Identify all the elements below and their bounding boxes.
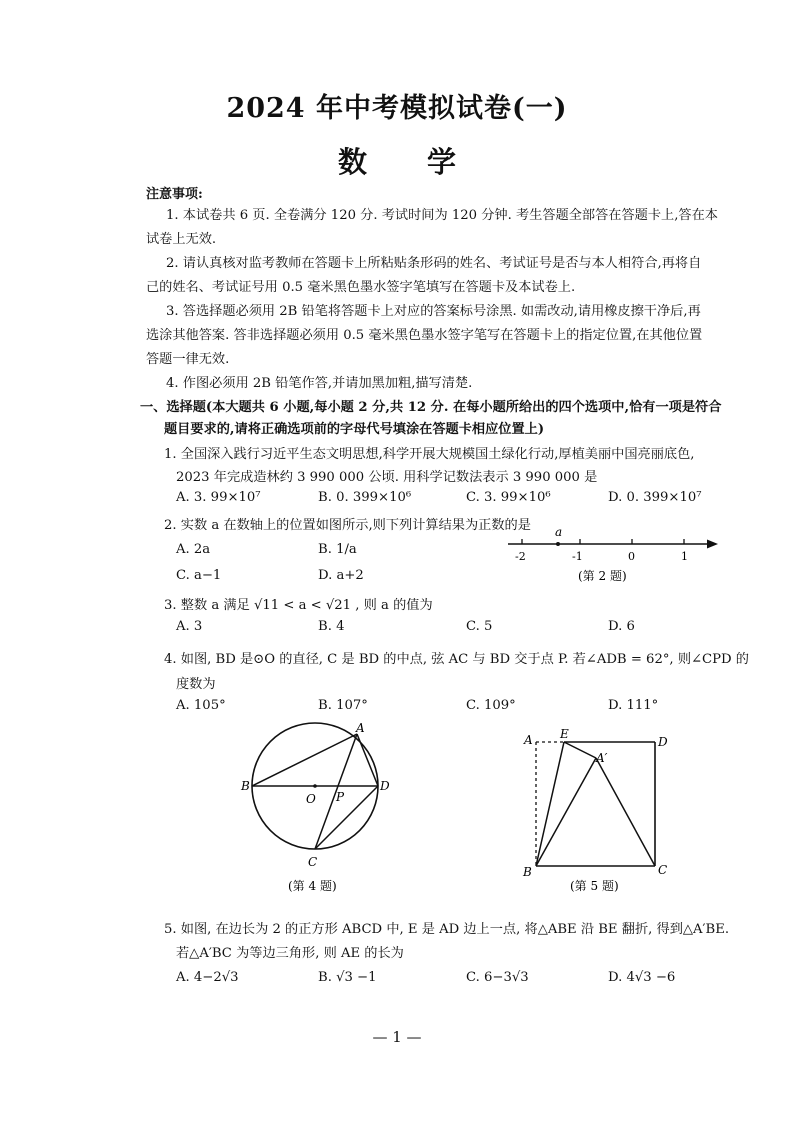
label-c: C bbox=[658, 863, 668, 877]
q4-stem-line-1: 4. 如图, BD 是⊙O 的直径, C 是 BD 的中点, 弦 AC 与 BD 交于点 P. 若∠ADB = 62°, 则∠CPD 的 bbox=[164, 652, 749, 667]
tick-label-one: 1 bbox=[681, 550, 688, 563]
q2-option-c: C. a−1 bbox=[176, 568, 222, 583]
label-d: D bbox=[380, 779, 390, 793]
q5-square-figure bbox=[516, 726, 676, 898]
segment-ea-prime bbox=[564, 742, 596, 758]
q4-option-a: A. 105° bbox=[176, 698, 226, 713]
q5-option-b: B. √3 −1 bbox=[318, 970, 377, 985]
q2-option-a: A. 2a bbox=[176, 542, 211, 557]
q3-option-b: B. 4 bbox=[318, 619, 345, 634]
label-a-prime: A′ bbox=[596, 751, 608, 765]
exam-title: 2024 年中考模拟试卷(一) bbox=[226, 93, 568, 124]
q4-option-d: D. 111° bbox=[608, 698, 659, 713]
note-line-6: 选涂其他答案. 答非选择题必须用 0.5 毫米黑色墨水签字笔写在答题卡上的指定位置,在其他位置 bbox=[146, 328, 703, 343]
q3-stem: 3. 整数 a 满足 √11 < a < √21 , 则 a 的值为 bbox=[164, 598, 433, 613]
q3-option-a: A. 3 bbox=[176, 619, 203, 634]
number-line-arrow bbox=[707, 540, 718, 549]
label-e: E bbox=[560, 727, 569, 741]
q3-option-c: C. 5 bbox=[466, 619, 493, 634]
point-a-label: a bbox=[555, 525, 563, 539]
label-p: P bbox=[336, 790, 345, 804]
q5-option-d: D. 4√3 −6 bbox=[608, 970, 676, 985]
note-line-3: 2. 请认真核对监考教师在答题卡上所粘贴条形码的姓名、考试证号是否与本人相符合,再将自 bbox=[166, 256, 702, 271]
tick-label-minus-2: -2 bbox=[515, 550, 526, 563]
q1-stem-line-1: 1. 全国深入践行习近平生态文明思想,科学开展大规模国土绿化行动,厚植美丽中国亮丽底色, bbox=[164, 447, 695, 462]
q4-circle-figure bbox=[236, 714, 406, 900]
note-line-1: 1. 本试卷共 6 页. 全卷满分 120 分. 考试时间为 120 分钟. 考生答题全部答在答题卡上,答在本 bbox=[166, 208, 718, 223]
q2-option-d: D. a+2 bbox=[318, 568, 364, 583]
q1-option-d: D. 0. 399×10⁷ bbox=[608, 490, 702, 505]
notes-heading: 注意事项: bbox=[146, 187, 203, 202]
q1-option-b: B. 0. 399×10⁶ bbox=[318, 490, 412, 505]
note-line-5: 3. 答选择题必须用 2B 铅笔将答题卡上对应的答案标号涂黑. 如需改动,请用橡皮擦干净后,再 bbox=[166, 304, 701, 319]
label-a: A bbox=[356, 721, 365, 735]
subject-title: 数学 bbox=[337, 145, 516, 179]
q5-caption: (第 5 题) bbox=[570, 879, 619, 893]
tick-label-minus-1: -1 bbox=[572, 550, 583, 563]
q3-option-d: D. 6 bbox=[608, 619, 635, 634]
q4-option-c: C. 109° bbox=[466, 698, 516, 713]
label-c: C bbox=[308, 855, 318, 869]
q2-option-b: B. 1/a bbox=[318, 542, 357, 557]
point-a bbox=[556, 542, 560, 546]
segment-a-prime-c bbox=[596, 758, 655, 866]
q4-option-b: B. 107° bbox=[318, 698, 368, 713]
label-b: B bbox=[523, 865, 532, 879]
chord-cd bbox=[315, 786, 378, 849]
center-point bbox=[313, 784, 317, 788]
fold-line-be bbox=[536, 742, 564, 866]
note-line-7: 答题一律无效. bbox=[146, 352, 230, 367]
page-number: — 1 — bbox=[372, 1028, 422, 1046]
note-line-8: 4. 作图必须用 2B 铅笔作答,并请加黑加粗,描写清楚. bbox=[166, 376, 473, 391]
chord-ad bbox=[357, 734, 378, 786]
q4-stem-line-2: 度数为 bbox=[176, 677, 216, 692]
label-b: B bbox=[241, 779, 250, 793]
q2-caption: (第 2 题) bbox=[578, 569, 627, 583]
q1-stem-line-2: 2023 年完成造林约 3 990 000 公顷. 用科学记数法表示 3 990 000 是 bbox=[176, 470, 598, 485]
segment-ba-prime bbox=[536, 758, 596, 866]
label-d: D bbox=[658, 735, 668, 749]
q2-number-line-figure bbox=[500, 524, 730, 586]
section-heading-line-1: 一、选择题(本大题共 6 小题,每小题 2 分,共 12 分. 在每小题所给出的四个选项中,恰有一项是符合 bbox=[140, 400, 722, 415]
q5-option-c: C. 6−3√3 bbox=[466, 970, 529, 985]
q5-option-a: A. 4−2√3 bbox=[176, 970, 239, 985]
note-line-4: 己的姓名、考试证号用 0.5 毫米黑色墨水签字笔填写在答题卡及本试卷上. bbox=[146, 280, 576, 295]
label-o: O bbox=[306, 792, 316, 806]
q2-stem: 2. 实数 a 在数轴上的位置如图所示,则下列计算结果为正数的是 bbox=[164, 518, 531, 533]
q5-stem-line-2: 若△A′BC 为等边三角形, 则 AE 的长为 bbox=[176, 946, 404, 961]
q4-caption: (第 4 题) bbox=[288, 879, 337, 893]
label-a: A bbox=[524, 733, 533, 747]
section-heading-line-2: 题目要求的,请将正确选项前的字母代号填涂在答题卡相应位置上) bbox=[164, 422, 545, 437]
q1-option-a: A. 3. 99×10⁷ bbox=[176, 490, 261, 505]
note-line-2: 试卷上无效. bbox=[146, 232, 217, 247]
tick-label-zero: 0 bbox=[628, 550, 635, 563]
q5-stem-line-1: 5. 如图, 在边长为 2 的正方形 ABCD 中, E 是 AD 边上一点, 将△ABE 沿 BE 翻折, 得到△A′BE. bbox=[164, 922, 730, 937]
q1-option-c: C. 3. 99×10⁶ bbox=[466, 490, 551, 505]
